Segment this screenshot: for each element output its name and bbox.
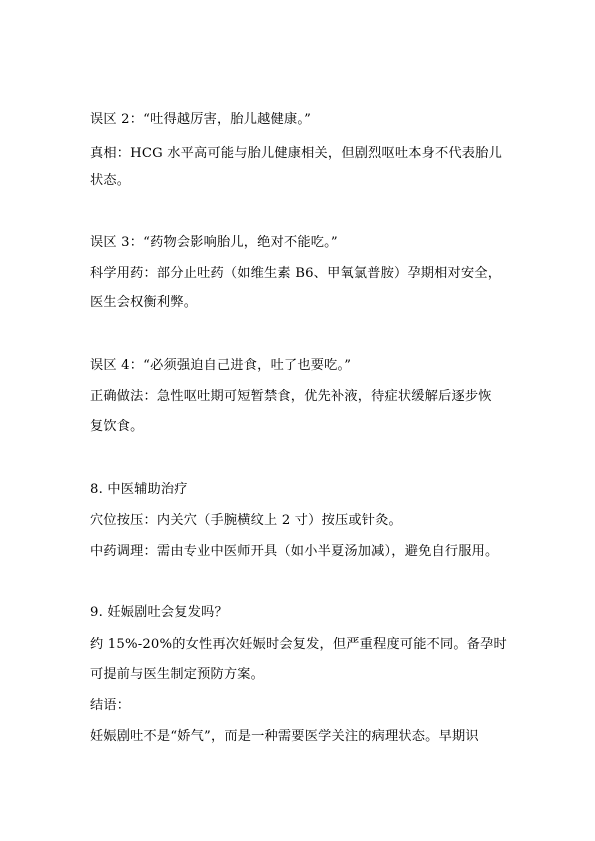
conclusion-heading: 结语： <box>90 698 131 713</box>
myth-2-heading: 误区 2：“吐得越厉害，胎儿越健康。” <box>90 112 312 127</box>
myth-2-truth-line-2: 状态。 <box>90 173 131 188</box>
acupressure-line: 穴位按压：内关穴（手腕横纹上 2 寸）按压或针灸。 <box>90 513 402 528</box>
conclusion-line-1: 妊娠剧吐不是“娇气”，而是一种需要医学关注的病理状态。早期识 <box>90 729 479 744</box>
myth-4-heading: 误区 4：“必须强迫自己进食，吐了也要吃。” <box>90 358 352 373</box>
section-9-heading: 9. 妊娠剧吐会复发吗？ <box>90 605 228 620</box>
myth-3-science-line-1: 科学用药：部分止吐药（如维生素 B6、甲氧氯普胺）孕期相对安全， <box>90 266 502 281</box>
recurrence-line-1: 约 15%-20%的女性再次妊娠时会复发，但严重程度可能不同。备孕时 <box>90 637 507 652</box>
herbal-medicine-line: 中药调理：需由专业中医师开具（如小半夏汤加减），避免自行服用。 <box>90 544 499 559</box>
myth-4-correct-line-2: 复饮食。 <box>90 419 144 434</box>
myth-2-truth-line-1: 真相：HCG 水平高可能与胎儿健康相关，但剧烈呕吐本身不代表胎儿 <box>90 146 502 161</box>
recurrence-line-2: 可提前与医生制定预防方案。 <box>90 667 265 682</box>
myth-3-science-line-2: 医生会权衡利弊。 <box>90 295 198 310</box>
myth-3-heading: 误区 3：“药物会影响胎儿，绝对不能吃。” <box>90 235 338 250</box>
section-8-heading: 8. 中医辅助治疗 <box>90 482 188 497</box>
myth-4-correct-line-1: 正确做法：急性呕吐期可短暂禁食，优先补液，待症状缓解后逐步恢 <box>90 389 492 404</box>
